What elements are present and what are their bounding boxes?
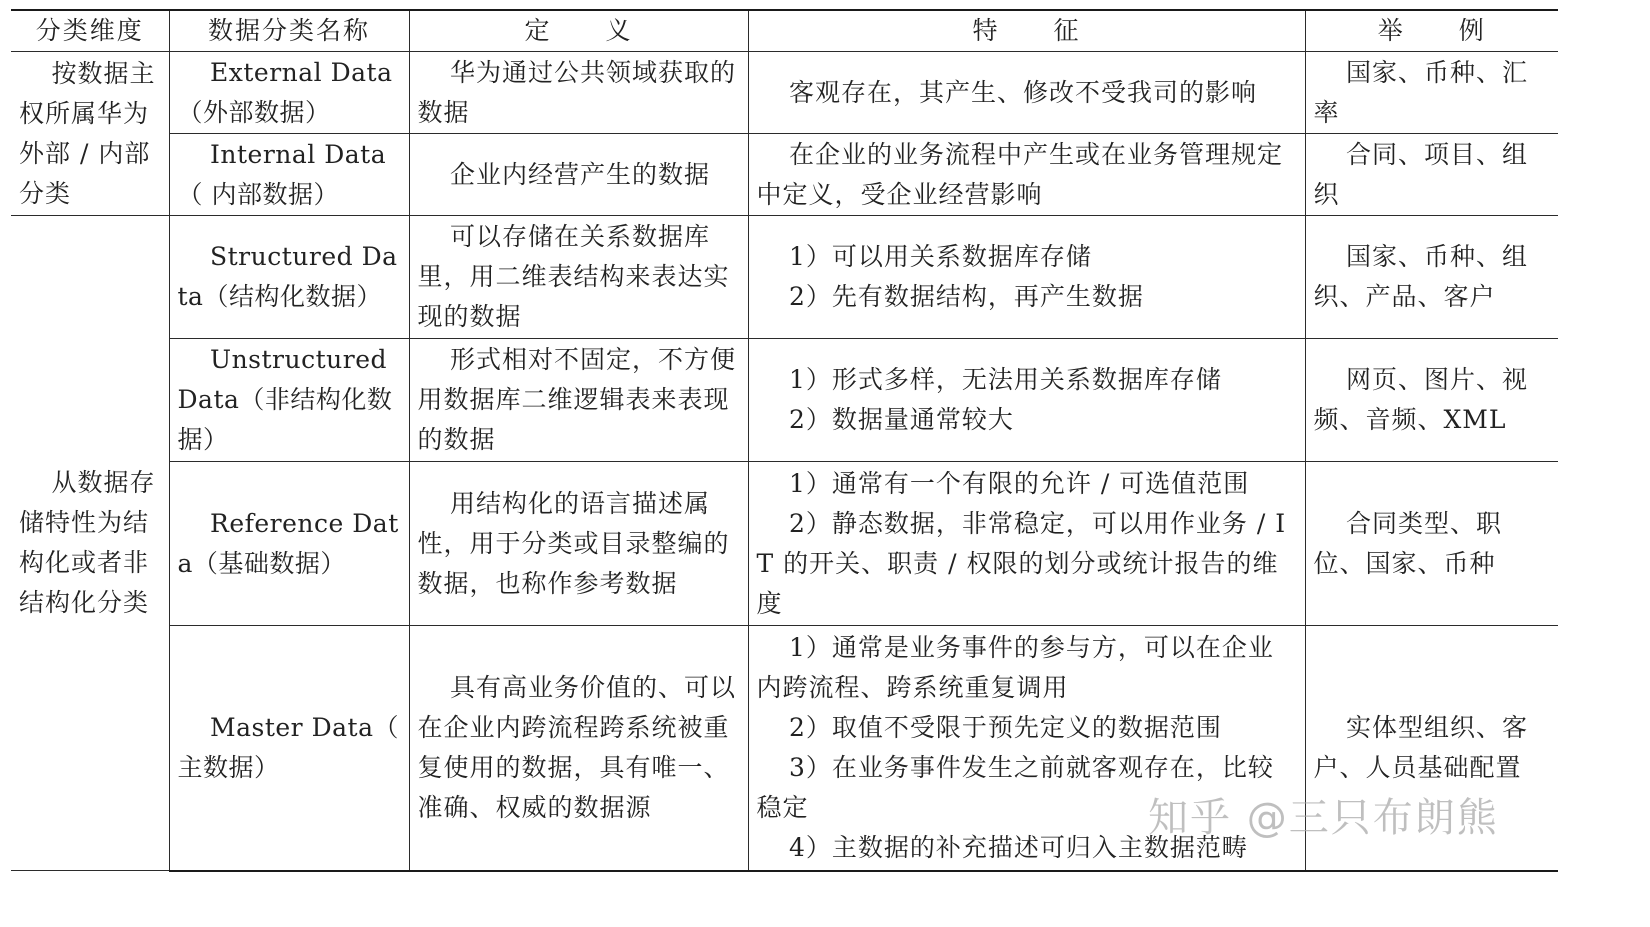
dimension-cell-sovereignty: 按数据主权所属华为外部 / 内部分类 — [11, 52, 169, 216]
table-row-external — [11, 52, 1558, 134]
examples-cell: 国家、币种、组织、产品、客户 — [1305, 216, 1558, 339]
name-cell: Reference Data（基础数据） — [169, 462, 409, 626]
table-row-internal — [11, 134, 1558, 216]
definition-cell: 华为通过公共领域获取的数据 — [409, 52, 748, 134]
table-row-structured — [11, 216, 1558, 339]
features-cell: 1）形式多样，无法用关系数据库存储 2）数据量通常较大 — [748, 339, 1305, 462]
definition-cell: 形式相对不固定，不方便用数据库二维逻辑表来表现的数据 — [409, 339, 748, 462]
name-cell: Structured Data（结构化数据） — [169, 216, 409, 339]
name-cell: Unstructured Data（非结构化数据） — [169, 339, 409, 462]
name-cell: Master Data（ 主数据） — [169, 626, 409, 871]
table-row-unstructured — [11, 339, 1558, 462]
features-cell: 1）通常有一个有限的允许 / 可选值范围 2）静态数据，非常稳定，可以用作业务 / IT 的开关、职责 / 权限的划分或统计报告的维度 — [748, 462, 1305, 626]
examples-cell: 网页、图片、视频、音频、XML — [1305, 339, 1558, 462]
data-classification-table — [11, 9, 1558, 872]
header-examples: 举 例 — [1305, 10, 1558, 52]
examples-cell: 实体型组织、客户、人员基础配置 — [1305, 626, 1558, 871]
features-cell: 1）通常是业务事件的参与方，可以在企业内跨流程、跨系统重复调用 2）取值不受限于预先定义的数据范围 3）在业务事件发生之前就客观存在，比较稳定 4）主数据的补充描述可归入主数据范畴 — [748, 626, 1305, 871]
definition-cell: 企业内经营产生的数据 — [409, 134, 748, 216]
name-cell: Internal Data（ 内部数据） — [169, 134, 409, 216]
table-row-reference — [11, 462, 1558, 626]
examples-cell: 国家、币种、汇率 — [1305, 52, 1558, 134]
examples-cell: 合同、项目、组织 — [1305, 134, 1558, 216]
features-cell: 1）可以用关系数据库存储 2）先有数据结构，再产生数据 — [748, 216, 1305, 339]
features-cell: 在企业的业务流程中产生或在业务管理规定中定义，受企业经营影响 — [748, 134, 1305, 216]
definition-cell: 可以存储在关系数据库里，用二维表结构来表达实现的数据 — [409, 216, 748, 339]
examples-cell: 合同类型、职位、国家、币种 — [1305, 462, 1558, 626]
header-features: 特 征 — [748, 10, 1305, 52]
definition-cell: 用结构化的语言描述属性，用于分类或目录整编的数据，也称作参考数据 — [409, 462, 748, 626]
watermark: 知乎 @三只布朗熊 — [1148, 795, 1499, 841]
header-definition: 定 义 — [409, 10, 748, 52]
definition-cell: 具有高业务价值的、可以在企业内跨流程跨系统被重复使用的数据，具有唯一、准确、权威的数据源 — [409, 626, 748, 871]
features-cell: 客观存在，其产生、修改不受我司的影响 — [748, 52, 1305, 134]
name-cell: External Data（外部数据） — [169, 52, 409, 134]
header-name: 数据分类名称 — [169, 10, 409, 52]
dimension-cell-storage: 从数据存储特性为结构化或者非结构化分类 — [11, 216, 169, 871]
header-row — [11, 10, 1558, 52]
header-dimension: 分类维度 — [11, 10, 169, 52]
